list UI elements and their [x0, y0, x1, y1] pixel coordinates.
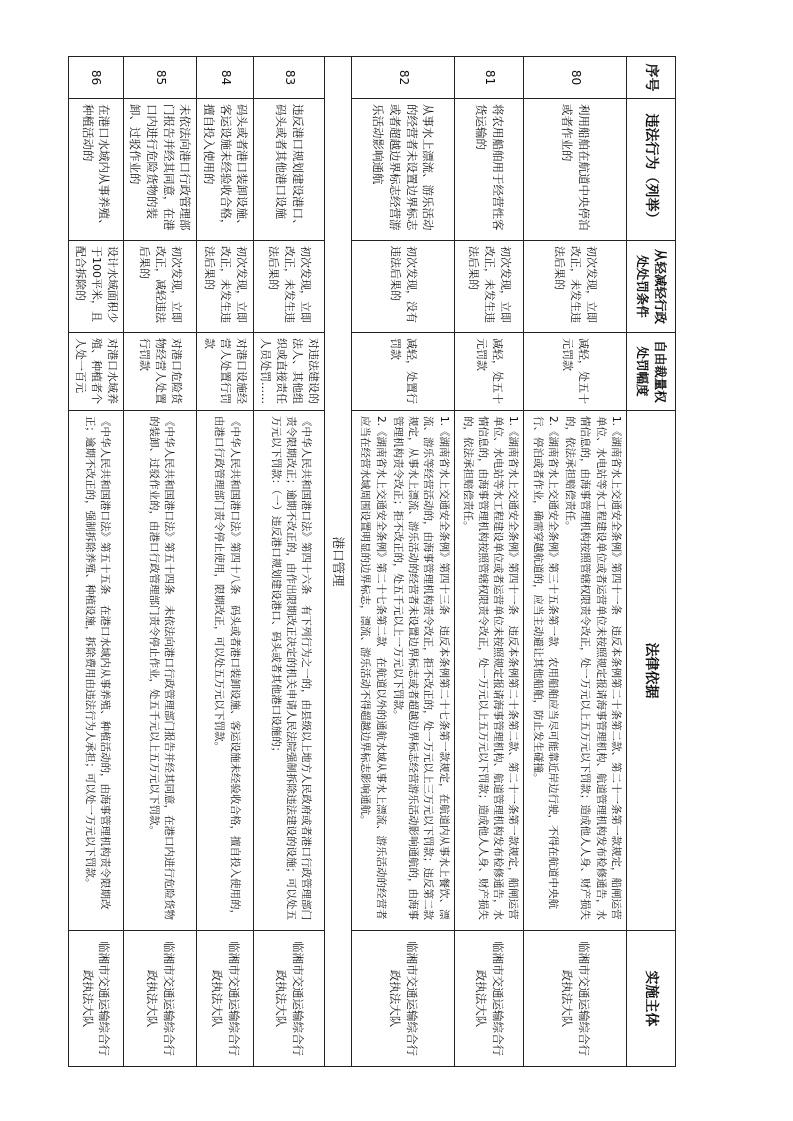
- legal-basis-paragraph: 《中华人民共和国港口法》第五十五条 在港口水域内从事养殖、种植活动的，由海事管理机构责令限期改正；逾期不改正的，强制拆除养殖、种植设施，拆除费用由违法行为人承担；可以处一万元以下罚款。: [83, 416, 111, 910]
- mitigation-condition: 初次发现，立即改正，减轻违法后果的: [123, 241, 197, 333]
- enforcement-body: 临湘市交通运输综合行政执法大队: [524, 931, 626, 1067]
- legal-basis-paragraph: 2.《湖南省水上交通安全条例》第二十七条第二款 在航道以外的通航水域从事水上漂流、游乐活动的经营者应当在经营水域周围设置明显的边界标志，漂流、游乐活动不得超越边界标志影响通航。: [359, 416, 387, 920]
- legal-basis-paragraph: 《中华人民共和国港口法》第五十四条 未依法向港口行政管理部门报告并经其同意，在港口内进行危险货物的装卸、过驳作业的，由港口行政管理部门责令停止作业，处五千元以上五万元以下罚款。: [148, 416, 176, 920]
- legal-basis: [524, 411, 626, 931]
- header-act: 违法行为（列举）: [626, 99, 675, 241]
- header-no: 序号: [626, 57, 675, 99]
- mitigation-condition: 初次发现，立即改正，未发生违法后果的: [524, 241, 626, 333]
- enforcement-body: 临湘市交通运输综合行政执法大队: [454, 931, 524, 1067]
- legal-basis: [197, 411, 254, 931]
- legal-basis-paragraph: 1.《湖南省水上交通安全条例》第四十三条 违反本条例第二十七条第一款规定，在航道内从事水上餐饮、漂流、游乐等经营活动的，由海事管理机构责令改正，拒不改正的，处一万元以上三万元以下罚款；违反第二款规定，从事水上漂流、游乐活动的经营者未设置边界标志或者超越边界标志经营游乐活动影响通航的，由海事管理机构责令改正；拒不改正的，处五千元以上一万元以下罚款。: [391, 416, 450, 920]
- violation-act: 未依法向港口行政管理部门报告并经其同意，在港口内进行危险货物的装卸、过驳作业的: [123, 99, 197, 241]
- enforcement-body: 临湘市交通运输综合行政执法大队: [123, 931, 197, 1067]
- violation-act: 利用船舶在航道中央停泊或者作业的: [524, 99, 626, 241]
- violation-act: 将农用船舶用于经营性客货运输的: [454, 99, 524, 241]
- legal-basis: [123, 411, 197, 931]
- row-number: 85: [123, 57, 197, 99]
- legal-basis: [454, 411, 524, 931]
- section-title: 港口管理: [325, 57, 352, 1067]
- row-number: 81: [454, 57, 524, 99]
- table-header-row: [626, 57, 675, 1067]
- row-number: 83: [254, 57, 325, 99]
- enforcement-body: 临湘市交通运输综合行政执法大队: [254, 931, 325, 1067]
- enforcement-body: 临湘市交通运输综合行政执法大队: [68, 931, 123, 1067]
- legal-basis: [254, 411, 325, 931]
- enforcement-body: 临湘市交通运输综合行政执法大队: [352, 931, 454, 1067]
- mitigation-condition: 初次发现，立即改正，未发生违法后果的: [197, 241, 254, 333]
- legal-basis-paragraph: 《中华人民共和国港口法》第四十六条 有下列行为之一的，由县级以上地方人民政府或者港口行政管理部门责令限期改正；逾期不改正的，由作出限期改正决定的机关申请人民法院强制拆除违法建设的设施；可以处五万元以下罚款：（一）违反港口规划建设港口、码头或者其他港口设施的；: [269, 416, 313, 920]
- penalty-range: 对港口危险货物经营人处置行罚款: [123, 333, 197, 411]
- header-body: 实施主体: [626, 931, 675, 1067]
- penalty-range: 对港口水域养殖、种植者个人处一百元: [68, 333, 123, 411]
- table-row: [123, 57, 197, 1067]
- violation-act: 违反港口规划建设港口、码头或者其他港口设施: [254, 99, 325, 241]
- rotated-table-container: [73, 56, 676, 1066]
- table-body-port: [68, 57, 324, 1067]
- header-basis: 法律依据: [626, 411, 675, 931]
- row-number: 80: [524, 57, 626, 99]
- legal-basis: [352, 411, 454, 931]
- penalty-table: [68, 56, 676, 1067]
- legal-basis-paragraph: 1.《湖南省水上交通安全条例》第四十一条 违反本条例第二十条第二款、第二十一条第一款规定，船闸运营单位、水电站等水工程建设单位或者运营单位未按照规定报请海事管理机构、航道管理机构发布检修通告，水情信息的，由海事管理机构按照管辖权限责令改正，处一万元以上五万元以下罚款；造成他人人身、财产损失的，依法承担赔偿责任。: [461, 416, 520, 920]
- mitigation-condition: 初次发现，立即改正，未发生违法后果的: [254, 241, 325, 333]
- violation-act: 在港口水域内从事养殖、种植活动的: [68, 99, 123, 241]
- legal-basis-paragraph: 《中华人民共和国港口法》第四十八条 码头或者港口装卸设施、客运设施未经验收合格，擅自投入使用的，由港口行政管理部门责令停止使用，限期改正，可以处五万元以下罚款。: [213, 416, 241, 920]
- legal-basis-paragraph: 2.《湖南省水上交通安全条例》第三十五条第一款 农用船舶应当尽可能靠近岸边行驶，不得在航道中央航行、停泊或者作业，确需穿越航道的，应当主动避让其他船舶，防止发生碰撞。: [531, 416, 559, 910]
- penalty-range: 减轻，处五十元罚款: [454, 333, 524, 411]
- mitigation-condition: 设计水域面积少于100平米，且配合拆除的: [68, 241, 123, 333]
- violation-act: 码头或者港口装卸设施、客运设施未经验收合格，擅自投入使用的: [197, 99, 254, 241]
- mitigation-condition: 初次发现，没有违法后果的: [352, 241, 454, 333]
- penalty-range: 对违法建设的法人、其他组织或直接责任人员处罚……: [254, 333, 325, 411]
- row-number: 84: [197, 57, 254, 99]
- table-row: [197, 57, 254, 1067]
- table-row: [524, 57, 626, 1067]
- violation-act: 从事水上漂流、游乐活动的经营者未设置边界标志或者超越边界标志经营游乐活动影响通航: [352, 99, 454, 241]
- table-row: [254, 57, 325, 1067]
- legal-basis-paragraph: 1.《湖南省水上交通安全条例》第四十一条 违反本条例第二十条第二款、第二十一条第一款规定，船闸运营单位、水电站等水工程建设单位或者运营单位未按照规定报请海事管理机构、航道管理机构发布检修通告，水情信息的，由海事管理机构按照管辖权限责令改正，处一万元以上五万元以下罚款；造成他人人身、财产损失的，依法承担赔偿责任。: [564, 416, 622, 920]
- table-row: [454, 57, 524, 1067]
- header-cond: 从轻减轻行政处处罚条件: [626, 241, 675, 333]
- table-row: [68, 57, 123, 1067]
- penalty-range: 减轻，处置行罚款: [352, 333, 454, 411]
- row-number: 82: [352, 57, 454, 99]
- table-section: [325, 57, 352, 1067]
- penalty-range: 减轻，处五十元罚款: [524, 333, 626, 411]
- header-pen: 自由裁量权处罚幅度: [626, 333, 675, 411]
- legal-basis: [68, 411, 123, 931]
- penalty-range: 对港口设施经营人处置行罚款: [197, 333, 254, 411]
- table-body-water: [352, 57, 627, 1067]
- row-number: 86: [68, 57, 123, 99]
- enforcement-body: 临湘市交通运输综合行政执法大队: [197, 931, 254, 1067]
- section-row: [325, 57, 352, 1067]
- mitigation-condition: 初次发现，立即改正，未发生违法后果的: [454, 241, 524, 333]
- table-row: [352, 57, 454, 1067]
